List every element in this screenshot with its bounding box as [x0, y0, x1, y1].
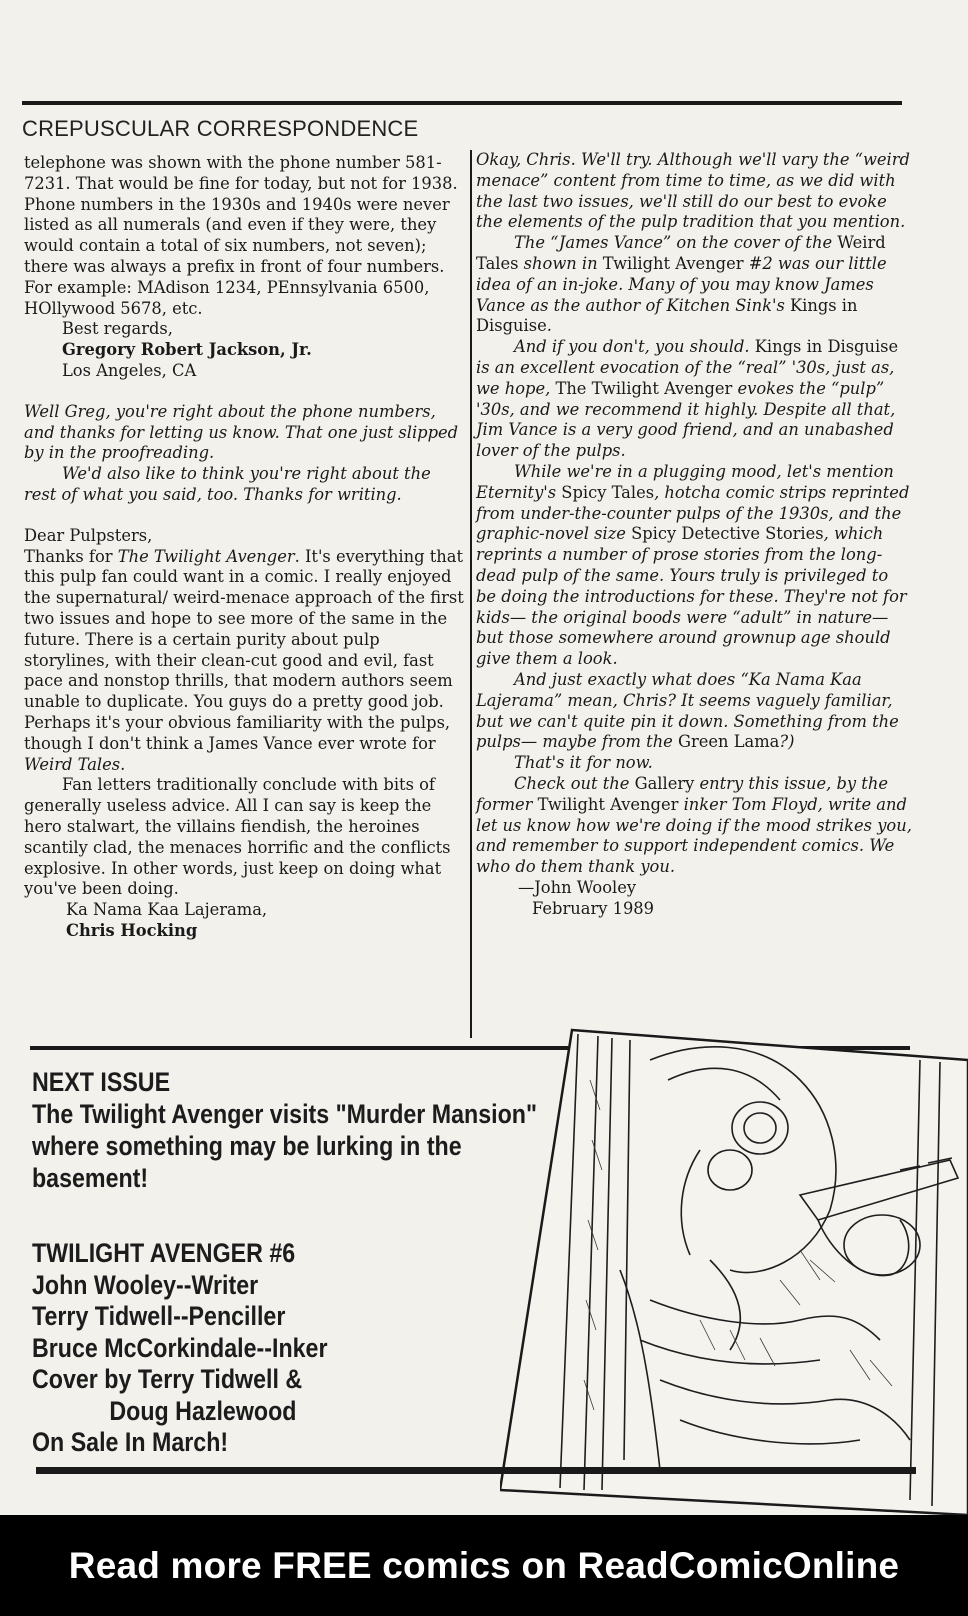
title-run: The Twilight Avenger: [555, 378, 733, 398]
text-run: #2 was our little idea of an in-joke. Many of you may know James Vance as the author of Kitchen Sink's: [476, 253, 887, 315]
letter1-signature: Gregory Robert Jackson, Jr.: [62, 340, 312, 360]
text-run: , hotcha comic strips reprinted from under-the-counter pulps of the 1930s, and the graphic-novel size: [476, 482, 910, 544]
title-run: Spicy Tales: [561, 482, 655, 502]
issue-title: TWILIGHT AVENGER #6: [32, 1238, 296, 1268]
text-run: entry this issue, by the former: [476, 773, 888, 814]
letter1-body: telephone was shown with the phone number 581-7231. That would be fine for today, but not for 1938. Phone numbers in the 1930s and 1940s were never listed as all numerals (and even if they were, they would contain a total of six numbers, not seven); there was always a prefix in front of four numbers. For example: MAdison 1234, PEnnsylvania 6500, HOllywood 5678, etc.: [24, 153, 458, 318]
text-run: . It's everything that this pulp fan could want in a comic. I really enjoyed the supernatural/ weird-menace approach of the first two issues and hope to see more of the same in the future. There is a certain purity about pulp storylines, with their clean-cut good and evil, fast pace and nonstop thrills, that modern authors seem unable to duplicate. You guys do a pretty good job. Perhaps it's your obvious familiarity with the pulps, though I don't think a James Vance ever wrote for: [24, 546, 464, 753]
reply2-paragraph-6: That's it for now.: [514, 753, 653, 773]
reply2-paragraph-2: [476, 233, 912, 337]
next-issue-heading: NEXT ISSUE: [32, 1067, 171, 1097]
twilight-avenger-preview-illustration: [500, 1020, 968, 1520]
on-sale-notice: On Sale In March!: [32, 1427, 229, 1457]
letters-left-column: [24, 153, 464, 942]
letter-date: February 1989: [532, 898, 655, 918]
title-run: The Twilight Avenger: [117, 546, 295, 566]
promo-banner-text: Read more FREE comics on ReadComicOnline: [68, 1544, 900, 1586]
title-run: Twilight Avenger: [602, 253, 744, 273]
editor-signature: —John Wooley: [518, 877, 637, 897]
reply1-paragraph-1: Well Greg, you're right about the phone numbers, and thanks for letting us know. That one just slipped by in the proofreading.: [24, 401, 459, 463]
text-run: And just exactly what does “Ka Nama Kaa Lajerama” mean, Chris? It seems vaguely familiar, but we can't quite pin it down. Something from the pulps— maybe from the: [476, 669, 899, 752]
reply2-paragraph-5: [476, 670, 912, 753]
title-run: Twilight Avenger: [537, 794, 679, 814]
title-run: Weird Tales: [24, 754, 121, 774]
column-divider: [470, 150, 472, 1038]
text-run: inker Tom Floyd, write and let us know how we're doing if the mood strikes you, and remember to support independent comics. We who do them thank you.: [476, 794, 912, 877]
title-run: Kings in Disguise: [476, 295, 858, 336]
letters-right-column: [476, 150, 912, 919]
letter2-salutation: Dear Pulpsters,: [24, 525, 153, 545]
bottom-rule: [36, 1467, 916, 1474]
letter2-signature: Chris Hocking: [66, 920, 198, 940]
next-issue-block: [32, 1066, 537, 1459]
letter2-paragraph-2: Fan letters traditionally conclude with bits of generally useless advice. All I can say is keep the hero stalwart, the villains fiendish, the heroines scantily clad, the menaces horrific and the conflicts explosive. In other words, just keep on doing what you've been doing.: [24, 775, 451, 899]
credit-inker: Bruce McCorkindale--Inker: [32, 1332, 328, 1363]
reply2-paragraph-1: Okay, Chris. We'll try. Although we'll vary the “weird menace” content from time to time, as we did with the last two issues, we'll still do our best to evoke the elements of the pulp tradition that you mention.: [476, 150, 910, 232]
text-run: The “James Vance” on the cover of the: [514, 233, 838, 253]
reply1-paragraph-2: We'd also like to think you're right about the rest of what you said, too. Thanks for writing.: [24, 464, 431, 504]
text-run: And if you don't, you should.: [514, 337, 755, 357]
text-run: While we're in a plugging mood, let's mention Eternity's: [476, 461, 894, 502]
credit-penciller: Terry Tidwell--Penciller: [32, 1301, 286, 1331]
title-run: Kings in Disguise: [754, 337, 899, 357]
credit-writer: John Wooley--Writer: [32, 1269, 259, 1300]
title-run: Green Lama: [678, 732, 780, 752]
title-run: Gallery: [634, 773, 695, 793]
text-run: Check out the: [514, 773, 635, 793]
text-run: Thanks for: [24, 546, 118, 566]
letter2-closing: Ka Nama Kaa Lajerama,: [66, 900, 268, 920]
text-run: is an excellent evocation of the “real” '30s, just as, we hope,: [476, 357, 895, 398]
text-run: ?): [779, 732, 795, 752]
text-run: .: [120, 754, 126, 774]
title-run: Weird Tales: [476, 233, 886, 273]
text-run: shown in: [518, 253, 603, 273]
text-run: , which reprints a number of prose stories from the long-dead pulp of the same. Yours truly is privileged to be doing the introductions for these. They're not for kids— the original boods were “adult” in nature— but those somewhere around grownup age should give them a look.: [476, 524, 907, 669]
credit-cover-2: Doug Hazlewood: [109, 1395, 297, 1426]
promo-banner[interactable]: [0, 1515, 968, 1616]
next-issue-blurb: The Twilight Avenger visits "Murder Mansion" where something may be lurking in the basement!: [32, 1099, 537, 1193]
issue-credits: [32, 1238, 496, 1459]
section-title: CREPUSCULAR CORRESPONDENCE: [22, 116, 419, 141]
letter1-location: Los Angeles, CA: [62, 360, 197, 380]
credit-cover: Cover by Terry Tidwell &: [32, 1364, 303, 1394]
title-run: Spicy Detective Stories: [631, 524, 824, 544]
reply2-paragraph-4: [476, 462, 912, 670]
reply2-paragraph-7: [476, 774, 912, 878]
letter1-closing: Best regards,: [62, 319, 173, 339]
text-run: evokes the “pulp” '30s, and we recommend it highly. Despite all that, Jim Vance is a very good friend, and an unabashed lover of the pulps.: [476, 378, 896, 461]
letter2-paragraph-1: [24, 547, 464, 776]
top-rule: [22, 101, 902, 105]
reply2-paragraph-3: [476, 337, 912, 462]
text-run: .: [546, 316, 552, 336]
